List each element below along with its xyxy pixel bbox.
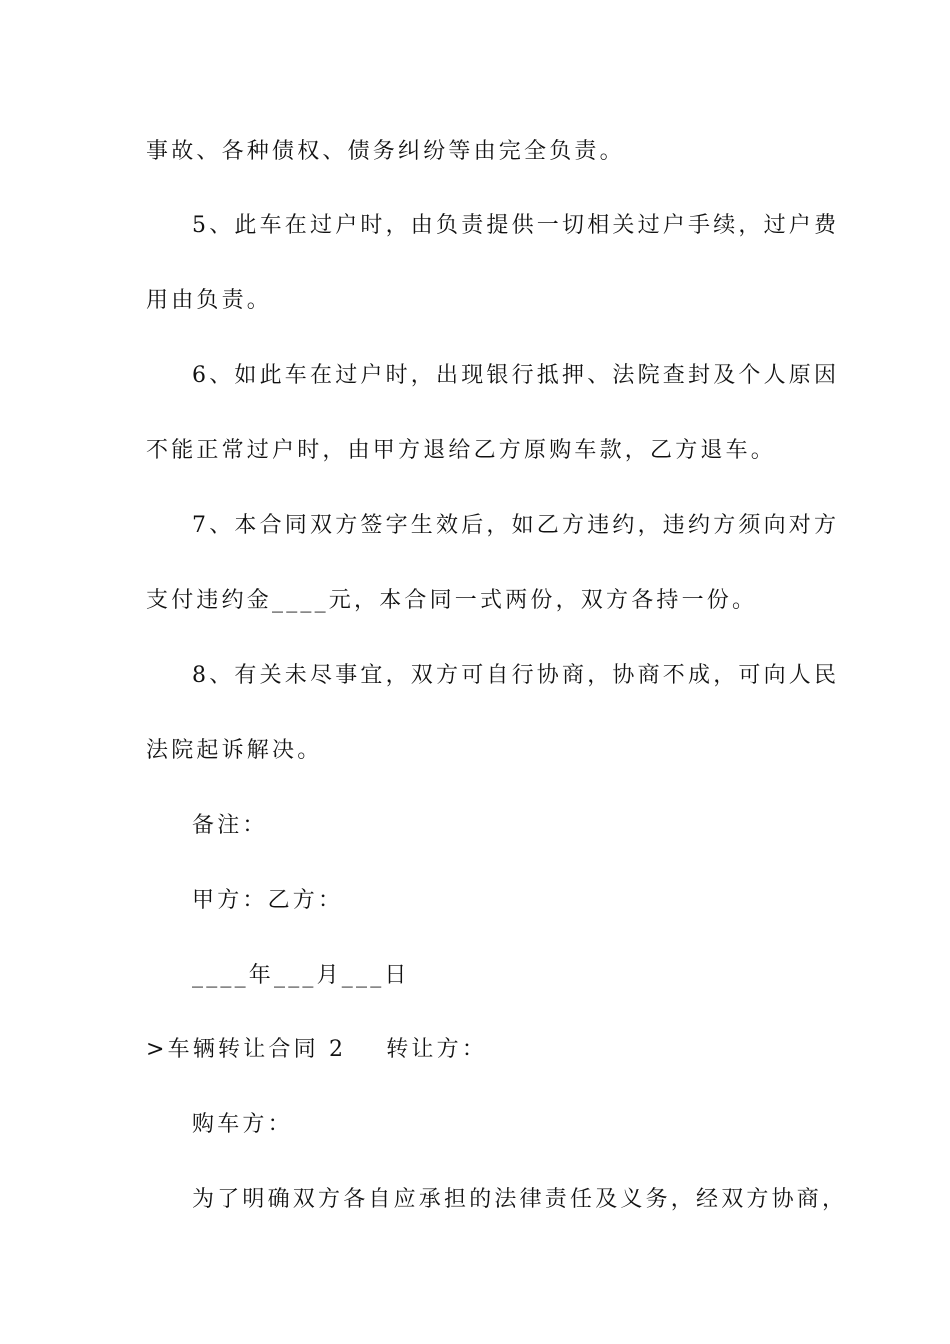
clause-8: 8、有关未尽事宜，双方可自行协商，协商不成，可向人民 xyxy=(192,663,840,688)
contract-heading xyxy=(146,1035,487,1065)
contract-title: >车辆转让合同 2 xyxy=(146,1037,347,1062)
text-line: 不能正常过户时，由甲方退给乙方原购车款，乙方退车。 xyxy=(146,438,777,463)
signature-parties: 甲方：乙方： xyxy=(192,888,344,913)
text-line: 法院起诉解决。 xyxy=(146,738,323,763)
text-line: 为了明确双方各自应承担的法律责任及义务，经双方协商， xyxy=(192,1187,848,1212)
clause-6: 6、如此车在过户时，出现银行抵押、法院查封及个人原因 xyxy=(192,363,840,388)
clause-5: 5、此车在过户时，由负责提供一切相关过户手续，过户费 xyxy=(192,213,840,238)
remarks-label: 备注： xyxy=(192,813,268,838)
text-line: 事故、各种债权、债务纠纷等由完全负责。 xyxy=(146,139,625,164)
clause-7: 7、本合同双方签字生效后，如乙方违约，违约方须向对方 xyxy=(192,513,840,538)
buyer-label: 购车方： xyxy=(192,1112,293,1137)
text-line: 支付违约金____元，本合同一式两份，双方各持一份。 xyxy=(146,588,758,613)
transferor-label: 转让方： xyxy=(386,1037,488,1062)
text-line: 用由负责。 xyxy=(146,288,273,313)
date-line: ____年___月___日 xyxy=(192,963,410,988)
